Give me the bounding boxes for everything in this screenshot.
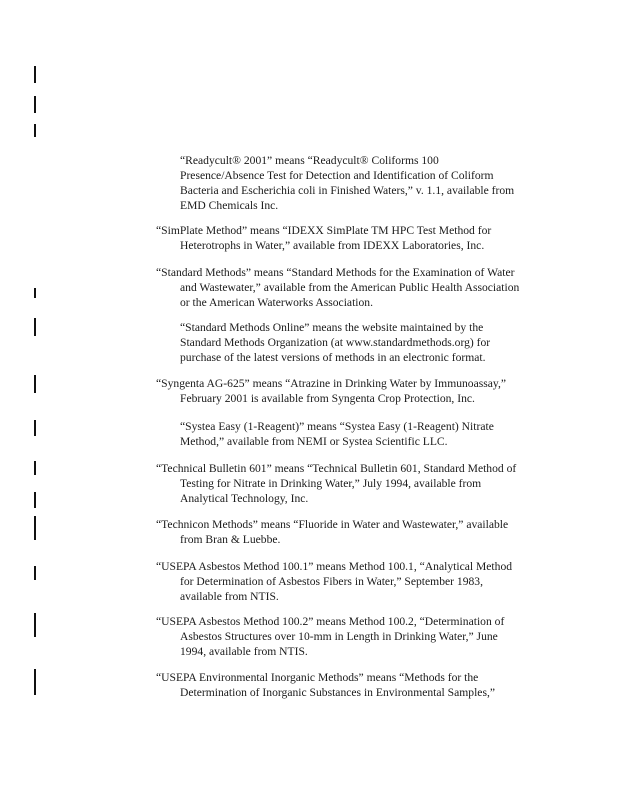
definition-standard-methods [156,265,576,310]
definition-line: from Bran & Luebbe. [180,533,281,546]
definition-line: Analytical Technology, Inc. [180,492,309,505]
change-bar [34,492,36,508]
definition-usepa-asbestos-100-2 [156,614,576,659]
change-bar [34,613,36,637]
definition-standard-methods-online [180,320,600,365]
definition-line: Presence/Absence Test for Detection and Identification of Coliform [180,169,494,182]
change-bar [34,288,36,298]
definition-line: Testing for Nitrate in Drinking Water,” July 1994, available from [180,477,482,490]
definition-technicon [156,517,576,547]
definition-line: “Technicon Methods” means “Fluoride in Water and Wastewater,” available [156,518,509,531]
change-bar [34,420,36,436]
change-bar [34,318,36,336]
definition-line: or the American Waterworks Association. [180,296,373,309]
definition-line: Bacteria and Escherichia coli in Finished Waters,” v. 1.1, available from [180,184,515,197]
definition-line: for Determination of Asbestos Fibers in Water,” September 1983, [180,575,483,588]
definition-line: Determination of Inorganic Substances in Environmental Samples,” [180,686,495,699]
definition-line: Asbestos Structures over 10-mm in Length in Drinking Water,” June [180,630,498,643]
definition-line: “USEPA Asbestos Method 100.2” means Method 100.2, “Determination of [156,615,505,628]
definition-line: “Technical Bulletin 601” means “Technical Bulletin 601, Standard Method of [156,462,517,475]
change-bar [34,516,36,540]
definition-line: Heterotrophs in Water,” available from IDEXX Laboratories, Inc. [180,239,485,252]
definition-line: EMD Chemicals Inc. [180,199,279,212]
change-bar [34,124,36,137]
definition-usepa-asbestos-100-1 [156,559,576,604]
definition-line: “Syngenta AG-625” means “Atrazine in Drinking Water by Immunoassay,” [156,377,507,390]
definition-line: “SimPlate Method” means “IDEXX SimPlate TM HPC Test Method for [156,224,492,237]
definition-line: “Standard Methods” means “Standard Methods for the Examination of Water [156,266,515,279]
change-bar [34,669,36,695]
definition-syngenta [156,376,576,406]
change-bar [34,96,36,113]
definition-line: February 2001 is available from Syngenta Crop Protection, Inc. [180,392,475,405]
definition-line: “Readycult® 2001” means “Readycult® Coliforms 100 [180,154,439,167]
definition-line: purchase of the latest versions of methods in an electronic format. [180,351,486,364]
definition-line: “USEPA Asbestos Method 100.1” means Method 100.1, “Analytical Method [156,560,513,573]
definition-line: “USEPA Environmental Inorganic Methods” means “Methods for the [156,671,479,684]
definition-line: Standard Methods Organization (at www.standardmethods.org) for [180,336,491,349]
definition-technical-bulletin [156,461,576,506]
definition-line: “Systea Easy (1-Reagent)” means “Systea Easy (1-Reagent) Nitrate [180,420,494,433]
definition-simplate [156,223,576,253]
change-bar [34,375,36,393]
definition-line: Method,” available from NEMI or Systea Scientific LLC. [180,435,448,448]
change-bar [34,461,36,475]
change-bar [34,566,36,580]
definition-line: 1994, available from NTIS. [180,645,308,658]
definition-readycult [180,153,600,213]
definition-line: “Standard Methods Online” means the website maintained by the [180,321,484,334]
definition-systea [180,419,600,449]
definition-usepa-environmental-inorganic [156,670,576,700]
definition-line: and Wastewater,” available from the American Public Health Association [180,281,520,294]
change-bar [34,66,36,83]
definition-line: available from NTIS. [180,590,279,603]
